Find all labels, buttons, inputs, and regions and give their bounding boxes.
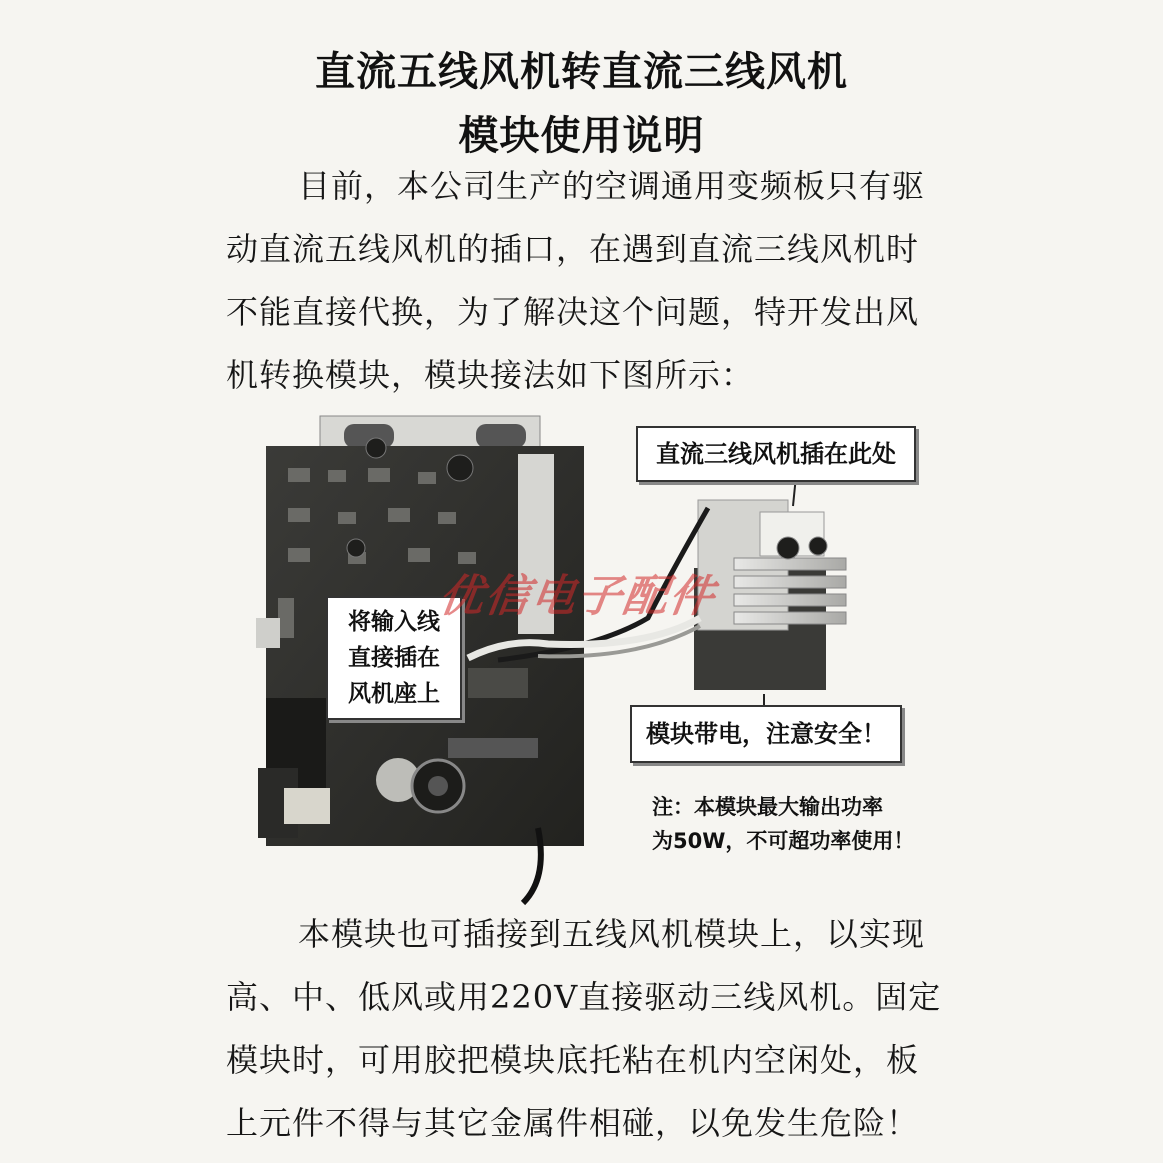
power-note-line: 注：本模块最大输出功率 [652,795,883,819]
intro-paragraph [226,155,966,407]
power-note-line: 为50W，不可超功率使用！ [652,829,915,853]
closing-line: 本模块也可插接到五线风机模块上，以实现 [298,915,926,953]
intro-line: 动直流五线风机的插口，在遇到直流三线风机时 [226,230,920,268]
watermark: 优信电子配件 [435,571,719,622]
closing-line: 高、中、低风或用220V直接驱动三线风机。固定 [226,978,942,1016]
intro-line: 不能直接代换，为了解决这个问题，特开发出风 [226,293,920,331]
intro-line: 机转换模块，模块接法如下图所示： [226,356,755,394]
document-subtitle: 模块使用说明 [458,113,705,159]
callout-fan-plug: 直流三线风机插在此处 [636,426,916,482]
callout-input-line: 将输入线 [348,609,440,635]
callout-input-line: 风机座上 [348,681,440,707]
closing-line: 上元件不得与其它金属件相碰，以免发生危险！ [226,1104,920,1142]
power-note [652,790,982,858]
document-title: 直流五线风机转直流三线风机 [315,49,848,95]
callout-input-line: 直接插在 [348,645,440,671]
closing-line: 模块时，可用胶把模块底托粘在机内空闲处，板 [226,1041,920,1079]
closing-paragraph [226,903,966,1155]
callout-warning: 模块带电，注意安全！ [630,705,902,763]
intro-line: 目前，本公司生产的空调通用变频板只有驱 [298,167,926,205]
